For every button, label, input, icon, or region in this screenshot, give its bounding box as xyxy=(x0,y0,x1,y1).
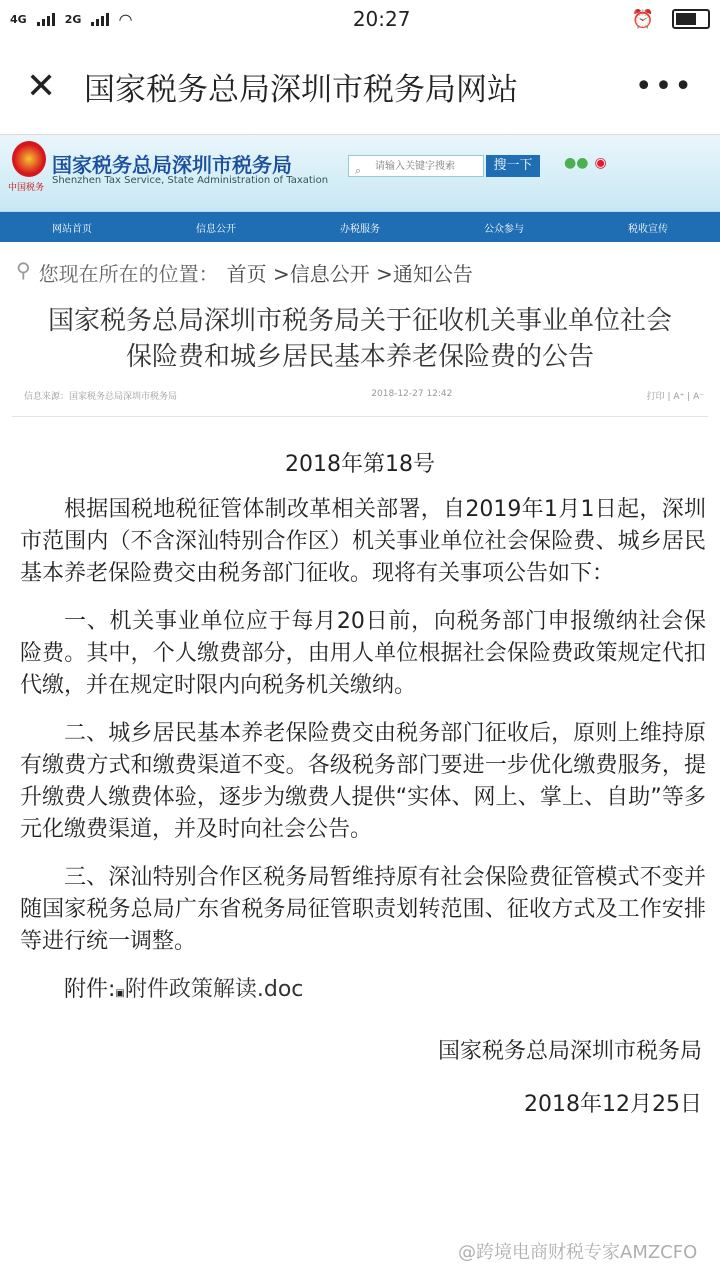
wifi-icon: ◠ xyxy=(119,9,132,29)
paragraph: 一、机关事业单位应于每月20日前，向税务部门申报缴纳社会保险费。其中，个人缴费部分，由用人单位根据社会保险费政策规定代扣代缴，并在规定时限内向税务机关缴纳。 xyxy=(20,609,706,698)
main-nav xyxy=(0,212,720,242)
file-icon: ▣ xyxy=(115,988,125,999)
emblem-text: 中国税务 xyxy=(8,183,45,193)
location-pin-icon: ⚲ xyxy=(16,258,31,282)
paragraph: 三、深汕特别合作区税务局暂维持原有社会保险费征管模式不变并随国家税务总局广东省税务局征管职责划转范围、征收方式及工作安排等进行统一调整。 xyxy=(20,865,706,954)
watermark: @跨境电商财税专家AMZCFO xyxy=(458,1242,698,1263)
status-bar xyxy=(0,0,720,38)
page-title: 国家税务总局深圳市税务局网站 xyxy=(84,71,518,108)
more-icon[interactable]: ••• xyxy=(634,68,694,104)
issue-date: 2018年12月25日 xyxy=(524,1092,702,1117)
close-icon[interactable]: ✕ xyxy=(26,65,57,107)
site-name: 国家税务总局深圳市税务局 xyxy=(52,153,292,177)
social-links xyxy=(564,155,607,171)
search-button[interactable]: 搜一下 xyxy=(486,155,540,177)
nav-item-info[interactable]: 信息公开 xyxy=(196,223,236,235)
article-meta xyxy=(0,375,720,402)
alarm-icon: ⏰ xyxy=(631,8,654,30)
signal-icon xyxy=(37,12,55,26)
browser-title-bar xyxy=(0,38,720,135)
article-datetime: 2018-12-27 12:42 xyxy=(371,389,453,399)
article-tools[interactable]: 打印 | A⁺ | A⁻ xyxy=(646,392,704,402)
nav-item-promo[interactable]: 税收宣传 xyxy=(628,223,668,235)
article-title: 国家税务总局深圳市税务局关于征收机关事业单位社会保险费和城乡居民基本养老保险费的公告 xyxy=(47,306,672,372)
divider xyxy=(12,416,708,417)
paragraph: 二、城乡居民基本养老保险费交由税务部门征收后，原则上维持原有缴费方式和缴费渠道不变。各级税务部门要进一步优化缴费服务，提升缴费人缴费体验，逐步为缴费人提供“实体、网上、掌上、自助”等多元化缴费渠道，并及时向社会公告。 xyxy=(20,721,706,842)
signal-icon-2 xyxy=(91,12,109,26)
attachment xyxy=(20,974,706,1010)
nav-item-home[interactable]: 网站首页 xyxy=(52,223,92,235)
wechat-icon[interactable]: ●● xyxy=(564,155,589,171)
breadcrumb-label: 您现在所在的位置： xyxy=(38,262,219,286)
attachment-link[interactable]: 附件政策解读.doc xyxy=(124,977,304,1002)
nav-item-public[interactable]: 公众参与 xyxy=(484,223,524,235)
network-type-2: 2G xyxy=(64,12,82,26)
document-number: 2018年第18号 xyxy=(285,452,435,477)
search-icon: ⌕ xyxy=(355,164,362,177)
breadcrumb xyxy=(0,242,720,287)
search-input[interactable]: ⌕ 请输入关键字搜索 xyxy=(348,155,484,177)
nav-item-service[interactable]: 办税服务 xyxy=(340,223,380,235)
paragraph: 根据国税地税征管体制改革相关部署，自2019年1月1日起，深圳市范围内（不含深汕特别合作区）机关事业单位社会保险费、城乡居民基本养老保险费交由税务部门征收。现将有关事项公告如下： xyxy=(20,497,706,586)
tax-emblem-icon xyxy=(12,141,46,177)
battery-icon xyxy=(672,9,710,29)
weibo-icon[interactable]: ◉ xyxy=(594,155,607,171)
network-type-1: 4G xyxy=(10,12,27,26)
signature: 国家税务总局深圳市税务局 xyxy=(437,1039,702,1064)
article-body xyxy=(0,494,720,1010)
clock: 20:27 xyxy=(352,7,411,31)
breadcrumb-path[interactable]: 首页 >信息公开 >通知公告 xyxy=(226,262,473,286)
site-header xyxy=(0,135,720,212)
site-english-name: Shenzhen Tax Service, State Administration of Taxation xyxy=(52,175,329,186)
article-source: 信息来源：国家税务总局深圳市税务局 xyxy=(24,392,178,402)
signal-area xyxy=(10,10,132,29)
attachment-label: 附件: xyxy=(64,977,116,1002)
